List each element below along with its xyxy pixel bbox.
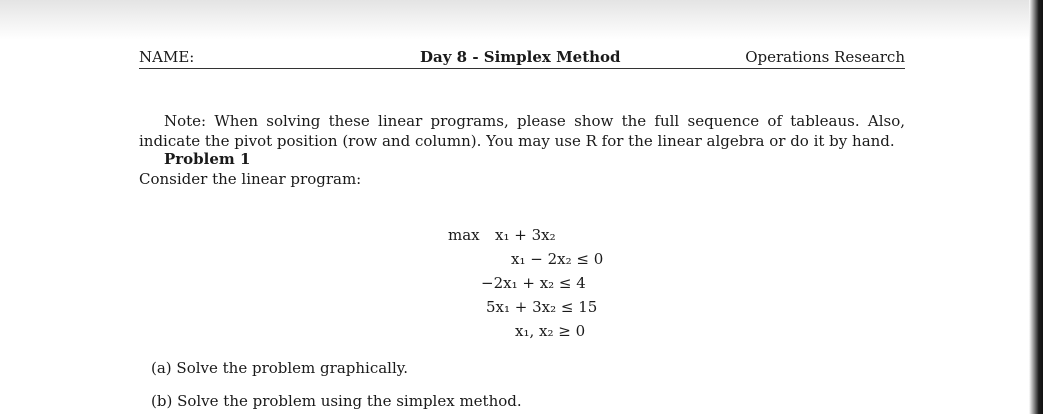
lp-constraint-2: −2x₁ + x₂ ≤ 4 — [481, 274, 586, 292]
instructions-note: Note: When solving these linear programs, please show the full sequence of tableaus. Also, indicate the pivot position (row and column). You may use R for the linear algebra or do it by hand. — [139, 112, 905, 150]
header-divider — [139, 68, 905, 69]
part-a: (a) Solve the problem graphically. — [151, 359, 409, 377]
name-label: NAME: — [139, 48, 195, 66]
lp-nonnegativity: x₁, x₂ ≥ 0 — [515, 322, 586, 340]
course-name: Operations Research — [745, 48, 905, 66]
page-top-shadow — [0, 0, 1043, 40]
lp-constraint-1: x₁ − 2x₂ ≤ 0 — [511, 250, 604, 268]
part-b: (b) Solve the problem using the simplex method. — [151, 392, 522, 410]
page-header — [139, 48, 905, 68]
problem-intro: Consider the linear program: — [139, 170, 362, 188]
problem-title: Problem 1 — [164, 150, 251, 168]
lp-constraint-3: 5x₁ + 3x₂ ≤ 15 — [486, 298, 598, 316]
document-title: Day 8 - Simplex Method — [420, 48, 621, 66]
page-right-edge — [1029, 0, 1043, 414]
lp-objective: x₁ + 3x₂ — [495, 226, 556, 244]
lp-max-label: max — [448, 226, 480, 244]
